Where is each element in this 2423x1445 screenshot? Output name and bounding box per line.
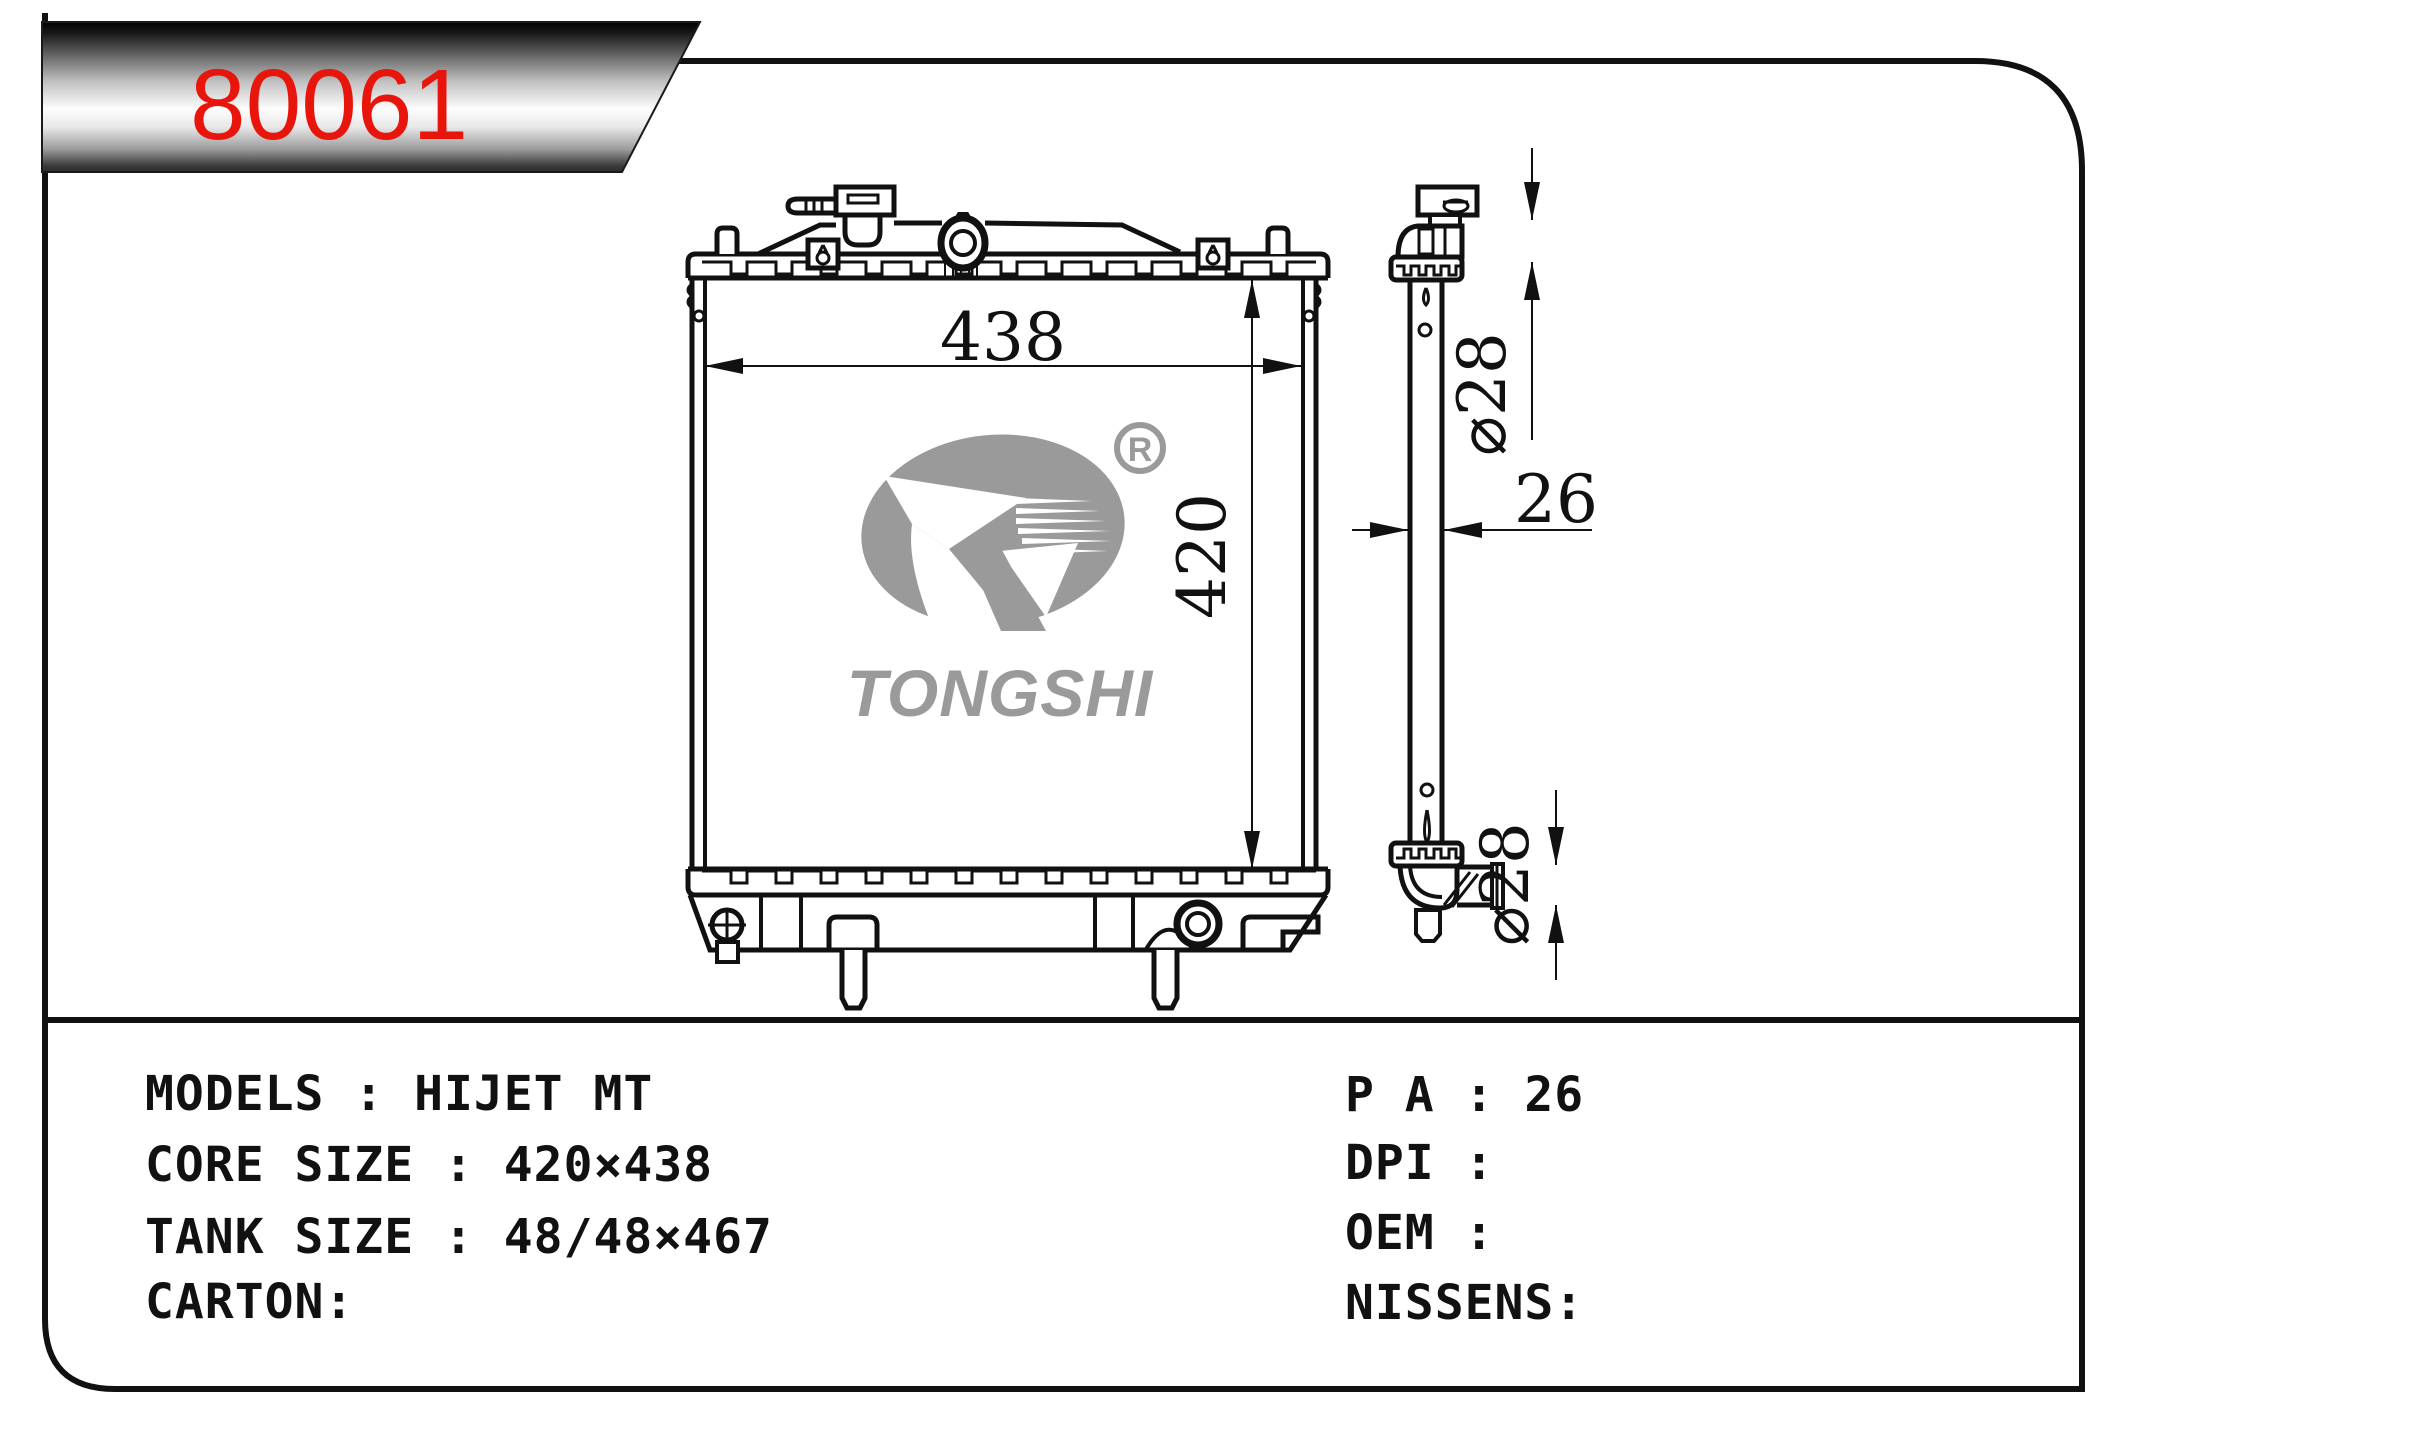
cap-body xyxy=(836,187,894,215)
left-mounting-pin xyxy=(842,950,865,1008)
drain-plug xyxy=(1416,910,1440,941)
core-height-label: 420 xyxy=(1164,493,1241,619)
top-ring-port xyxy=(941,214,985,276)
dimension-outlet-pipe xyxy=(1467,790,1564,980)
spec-pa: P A : 26 xyxy=(1345,1067,1585,1123)
side-column xyxy=(1410,280,1442,843)
left-pin-bracket xyxy=(829,917,877,950)
bottom-ring-port xyxy=(1145,903,1219,951)
overflow-spout xyxy=(788,199,836,213)
dimension-core-width xyxy=(705,299,1301,376)
spec-models: MODELS : HIJET MT xyxy=(145,1066,654,1122)
core-width-label: 438 xyxy=(940,299,1066,376)
side-filler-cap xyxy=(1398,187,1477,257)
top-header-band xyxy=(688,254,1328,278)
part-number-banner xyxy=(42,22,700,172)
left-mounting-tab xyxy=(808,240,838,268)
spec-tank-size: TANK SIZE : 48/48×467 xyxy=(145,1209,773,1265)
right-post xyxy=(1268,228,1288,254)
dimension-thickness xyxy=(1352,461,1598,538)
spec-dpi: DPI : xyxy=(1345,1135,1495,1191)
inlet-pipe-diameter-label: ⌀28 xyxy=(1444,332,1521,456)
spec-core-size: CORE SIZE : 420×438 xyxy=(145,1137,714,1193)
part-number: 80061 xyxy=(190,49,469,161)
spec-oem: OEM : xyxy=(1345,1205,1495,1261)
bottom-crimp-teeth xyxy=(702,871,1316,883)
filler-neck xyxy=(845,215,880,245)
bottom-header-band xyxy=(688,869,1328,895)
left-post xyxy=(717,228,737,254)
thickness-label: 26 xyxy=(1514,461,1598,538)
right-mounting-pin xyxy=(1154,950,1177,1008)
outlet-pipe-diameter-label: ⌀28 xyxy=(1467,822,1544,946)
dimension-core-height xyxy=(1164,280,1260,869)
bottom-tank xyxy=(690,895,1326,1008)
registered-letter: R xyxy=(1127,431,1153,469)
tongshi-logo xyxy=(847,422,1163,730)
filler-cap xyxy=(788,187,894,245)
side-top-header xyxy=(1391,257,1464,280)
logo-wordmark: TONGSHI xyxy=(846,656,1154,730)
drain-cock-icon xyxy=(708,909,746,962)
spec-table xyxy=(145,1066,1584,1331)
right-mounting-tab xyxy=(1198,240,1228,268)
side-bottom-header xyxy=(1391,843,1464,866)
spec-nissens: NISSENS: xyxy=(1345,1275,1585,1331)
spec-carton: CARTON: xyxy=(145,1274,355,1330)
